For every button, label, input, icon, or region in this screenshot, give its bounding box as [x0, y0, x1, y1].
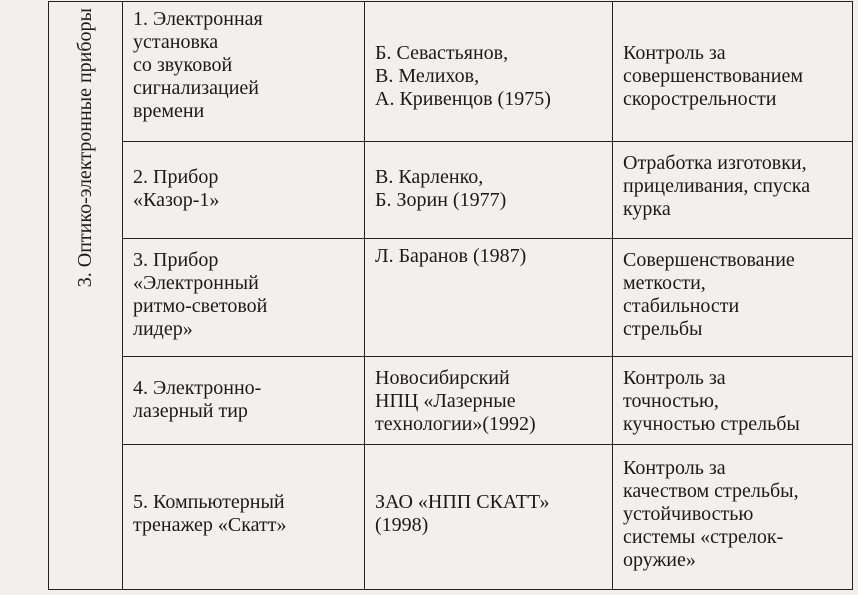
authors-cell: Новосибирский НПЦ «Лазерные технологии»(1992): [365, 357, 613, 445]
authors-cell: Л. Баранов (1987): [365, 239, 613, 357]
section-label-cell: [49, 2, 123, 590]
device-cell: 1. Электронная установка со звуковой сигнализацией времени: [123, 2, 365, 142]
purpose-cell: Контроль за совершенствованием скорострельности: [613, 2, 853, 142]
device-cell: 3. Прибор «Электронный ритмо-световой лидер»: [123, 239, 365, 357]
purpose-cell: Контроль за точностью, кучностью стрельбы: [613, 357, 853, 445]
table-row: [49, 239, 853, 357]
table-row: [49, 142, 853, 239]
purpose-cell: Отработка изготовки, прицеливания, спуска курка: [613, 142, 853, 239]
authors-cell: Б. Севастьянов, В. Мелихов, А. Кривенцов (1975): [365, 2, 613, 142]
section-label: 3. Оптико-электронные приборы: [74, 8, 96, 288]
devices-table: [48, 1, 853, 590]
purpose-cell: Совершенствование меткости, стабильности стрельбы: [613, 239, 853, 357]
authors-cell: В. Карленко, Б. Зорин (1977): [365, 142, 613, 239]
authors-cell: ЗАО «НПП СКАТТ» (1998): [365, 445, 613, 590]
table-row: [49, 2, 853, 142]
device-cell: 2. Прибор «Казор-1»: [123, 142, 365, 239]
purpose-cell: Контроль за качеством стрельбы, устойчивостью системы «стрелок- оружие»: [613, 445, 853, 590]
table-row: [49, 445, 853, 590]
table-row: [49, 357, 853, 445]
device-cell: 4. Электронно- лазерный тир: [123, 357, 365, 445]
device-cell: 5. Компьютерный тренажер «Скатт»: [123, 445, 365, 590]
